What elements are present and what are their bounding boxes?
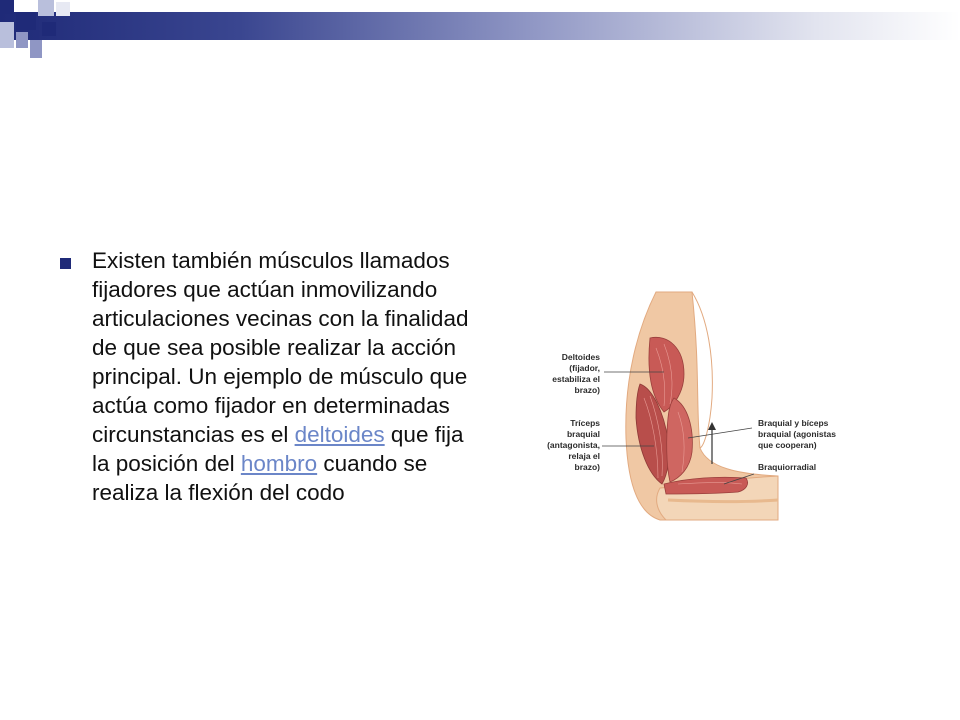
- decor-square: [56, 2, 70, 16]
- link-hombro[interactable]: hombro: [240, 451, 318, 476]
- decor-square: [0, 22, 14, 48]
- paragraph-middle: que fija la posición del: [92, 422, 464, 476]
- decor-square: [42, 22, 56, 36]
- arm-muscle-illustration: [528, 288, 868, 524]
- label-triceps: Tríceps braquial (antagonista, relaja el brazo): [547, 418, 600, 472]
- label-braquiorradial: Braquiorradial: [758, 462, 817, 472]
- bullet-paragraph: [92, 246, 470, 507]
- paragraph-end: cuando se realiza la flexión del codo: [92, 451, 428, 505]
- paragraph-intro: Existen también músculos llamados fijadores que actúan inmovilizando articulaciones vecinas con la finalidad de que sea posible realizar la acción principal. Un ejemplo de músculo que actúa como fijador en determinadas circunstancias es el: [92, 248, 469, 447]
- header-gradient-bar: [0, 12, 960, 40]
- decor-square: [0, 0, 14, 14]
- decor-square: [38, 0, 54, 16]
- label-deltoides: Deltoides (fijador, estabiliza el brazo): [552, 352, 600, 395]
- decor-square: [16, 32, 28, 48]
- arm-drawing: [528, 288, 868, 524]
- decor-square: [16, 12, 36, 30]
- decor-square: [30, 40, 42, 58]
- forearm-bone-line: [668, 500, 778, 502]
- bullet-square-icon: [60, 258, 71, 269]
- label-braquial-biceps: Braquial y bíceps braquial (agonistas que cooperan): [758, 418, 836, 450]
- bullet-list: [60, 246, 470, 507]
- link-deltoides[interactable]: deltoides: [294, 422, 385, 447]
